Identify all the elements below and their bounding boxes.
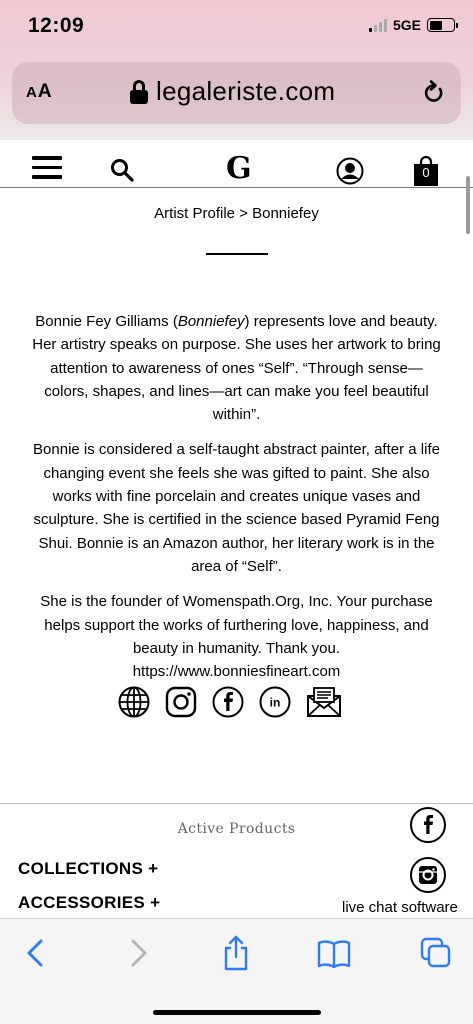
tabs-icon[interactable]	[418, 935, 454, 971]
menu-icon[interactable]	[32, 156, 62, 185]
collections-menu[interactable]: COLLECTIONS +	[18, 859, 159, 878]
back-icon[interactable]	[18, 935, 54, 971]
bio-paragraph-1: Bonnie Fey Gilliams (Bonniefey) represents love and beauty. Her artistry speaks on purpose. She uses her artwork to bring attention to awareness of ones “Self”. “Through sense—colors, shapes, and lines—art can make you feel beautiful within”.	[32, 313, 441, 424]
bio-paragraph-3: She is the founder of Womenspath.Org, Inc. Your purchase helps support the works of furthering love, happiness, and beauty in humanity. Thank you. https://www.bonniesfineart.com	[40, 593, 433, 681]
share-icon[interactable]	[218, 935, 254, 971]
accessories-menu[interactable]: ACCESSORIES +	[18, 893, 161, 912]
url-text[interactable]: legaleriste.com	[156, 76, 336, 106]
artist-bio	[32, 310, 441, 683]
cart-icon[interactable]	[413, 156, 439, 186]
social-links	[118, 686, 338, 718]
instagram-icon[interactable]	[165, 686, 197, 718]
active-products-heading: Active Products	[177, 821, 296, 837]
facebook-icon[interactable]	[212, 686, 244, 718]
cart-count: 0	[422, 165, 430, 180]
site-logo[interactable]: G	[226, 154, 252, 186]
browser-chrome	[0, 0, 473, 140]
search-icon[interactable]	[110, 158, 134, 182]
signal-icon	[369, 18, 387, 32]
floating-instagram-icon[interactable]	[410, 857, 446, 893]
website-link[interactable]: https://www.bonniesfineart.com	[132, 663, 341, 681]
site-header	[0, 140, 473, 188]
bio-paragraph-2: Bonnie is considered a self-taught abstract painter, after a life changing event she feels she was gifted to paint. She also works with fine porcelain and creates unique vases and sculpture. She is certified in the science based Pyramid Feng Shui. Bonnie is an Amazon author, her literary work is in the area of “Self”.	[33, 441, 440, 575]
home-indicator	[153, 1010, 321, 1015]
email-icon[interactable]	[306, 686, 338, 718]
battery-icon	[427, 18, 455, 32]
account-icon[interactable]	[336, 157, 364, 185]
live-chat-label[interactable]: live chat software	[342, 899, 458, 916]
floating-facebook-icon[interactable]	[410, 807, 446, 843]
lock-icon	[130, 80, 148, 104]
svg-text:in: in	[269, 695, 281, 710]
divider	[206, 253, 268, 255]
network-label: 5GE	[392, 17, 421, 33]
reload-icon[interactable]	[423, 80, 445, 111]
bookmarks-icon[interactable]	[316, 935, 352, 971]
forward-icon[interactable]	[120, 935, 156, 971]
text-size-button[interactable]: AA	[26, 81, 53, 102]
breadcrumb: Artist Profile > Bonniefey	[154, 205, 319, 222]
status-time: 12:09	[28, 14, 85, 37]
linkedin-icon[interactable]	[259, 686, 291, 718]
address-bar[interactable]	[12, 62, 461, 124]
globe-icon[interactable]	[118, 686, 150, 718]
browser-toolbar	[0, 918, 473, 1024]
status-icons	[369, 17, 455, 33]
